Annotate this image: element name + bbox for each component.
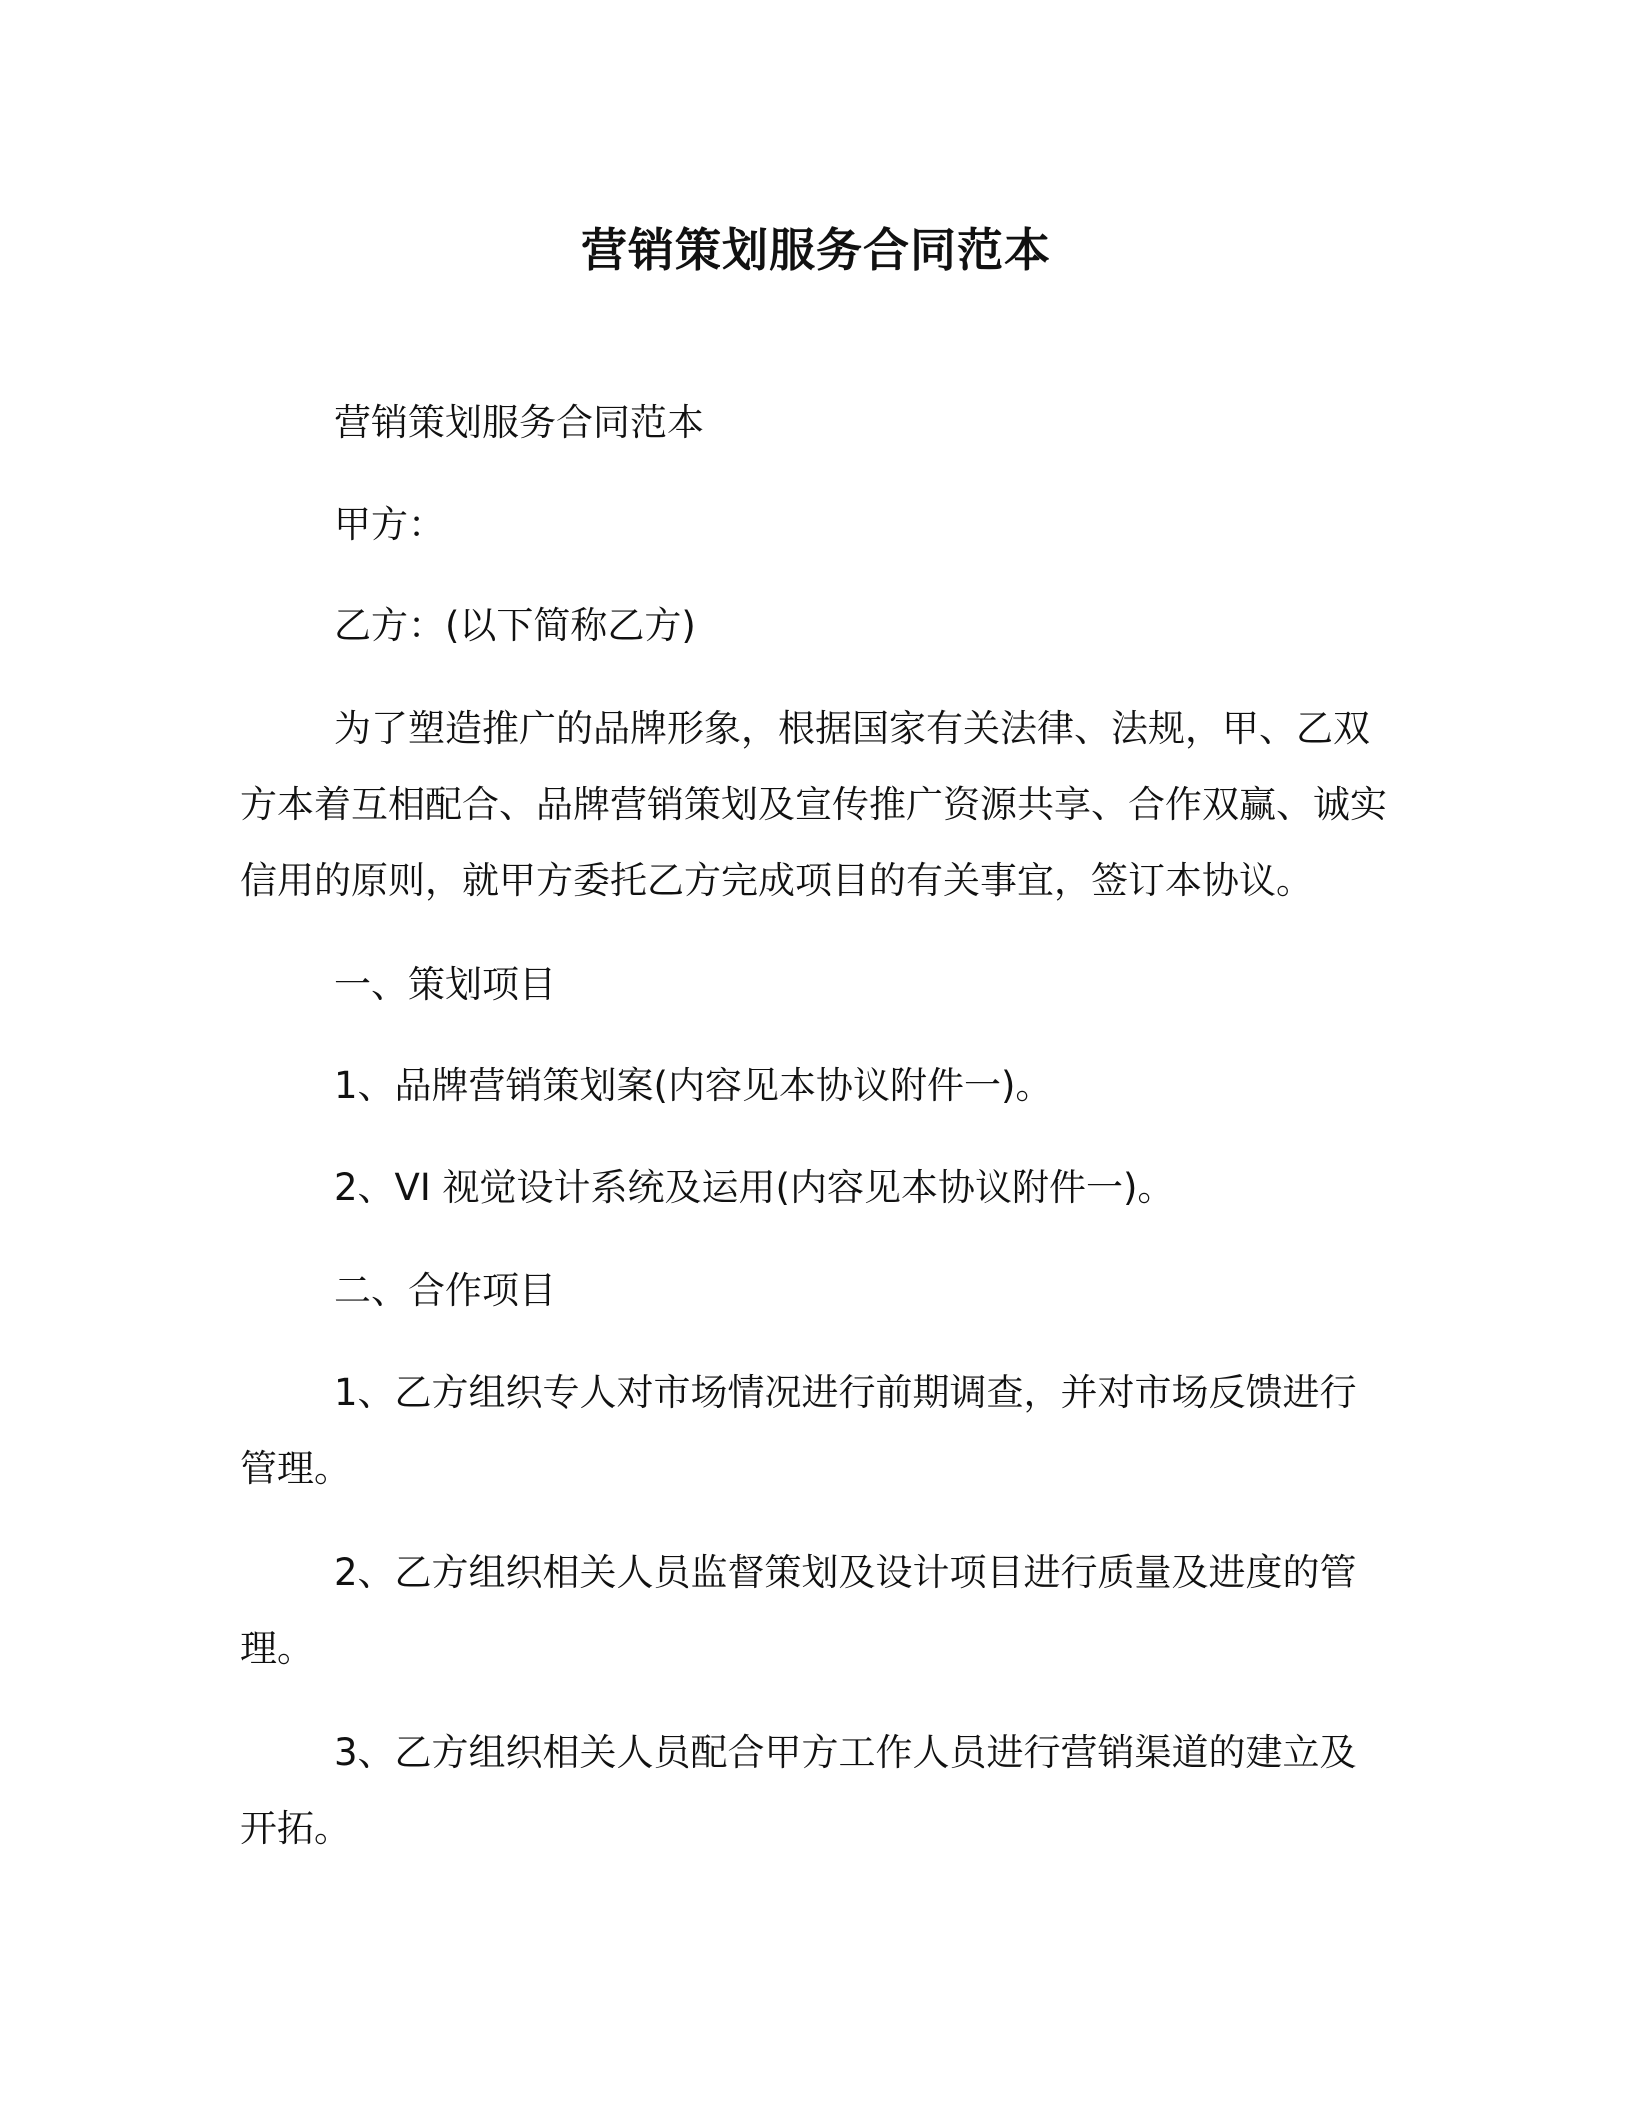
cooperation-item-3: 3、乙方组织相关人员配合甲方工作人员进行营销渠道的建立及开拓。: [240, 1731, 1357, 1850]
section-heading-cooperation: 二、合作项目: [334, 1269, 556, 1312]
section-heading-planning: 一、策划项目: [334, 963, 556, 1006]
document-title: 营销策划服务合同范本: [581, 223, 1051, 277]
cooperation-item-1: 1、乙方组织专人对市场情况进行前期调查，并对市场反馈进行管理。: [240, 1371, 1357, 1490]
planning-item-1: 1、品牌营销策划案(内容见本协议附件一)。: [334, 1064, 1053, 1107]
cooperation-item-2: 2、乙方组织相关人员监督策划及设计项目进行质量及进度的管理。: [240, 1551, 1357, 1670]
preamble-paragraph: 为了塑造推广的品牌形象，根据国家有关法律、法规，甲、乙双方本着互相配合、品牌营销策划及宣传推广资源共享、合作双赢、诚实信用的原则，就甲方委托乙方完成项目的有关事宜，签订本协议。: [240, 707, 1387, 902]
party-a-line: 甲方：: [334, 503, 445, 546]
planning-item-2: 2、VI 视觉设计系统及运用(内容见本协议附件一)。: [334, 1166, 1175, 1209]
subtitle-paragraph: 营销策划服务合同范本: [334, 401, 704, 444]
party-b-line: 乙方：(以下简称乙方): [334, 604, 696, 647]
